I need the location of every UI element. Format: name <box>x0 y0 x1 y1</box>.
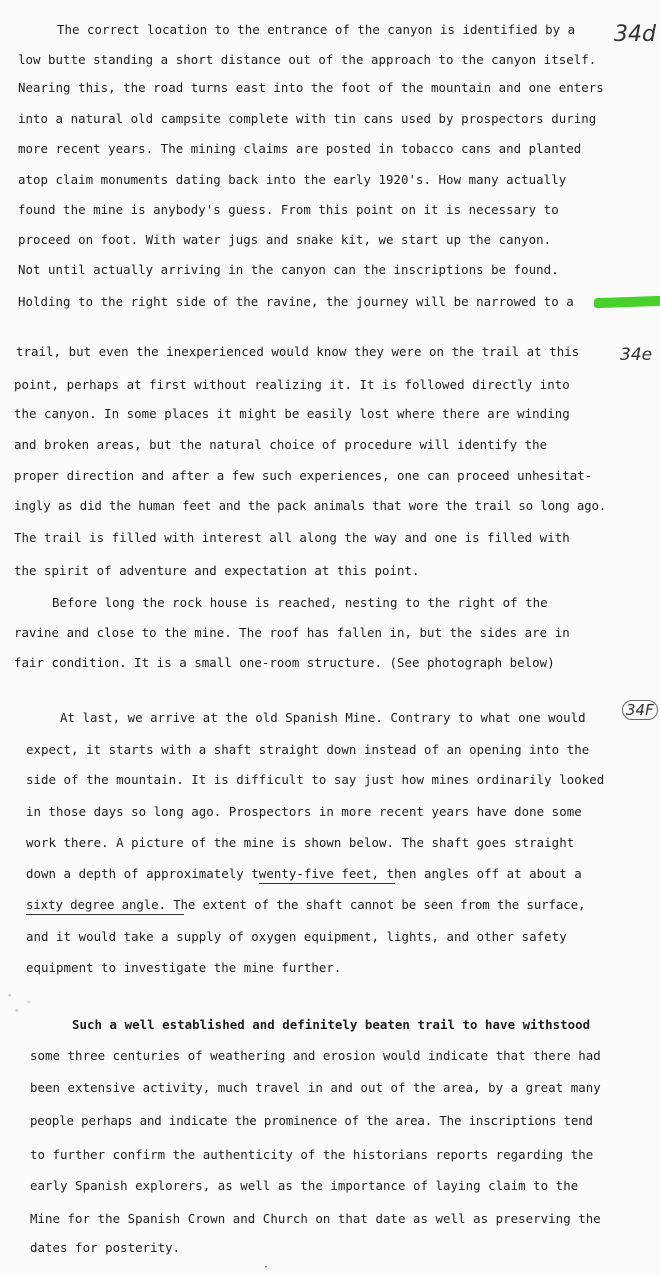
page-number-annotation: 34F <box>622 700 658 720</box>
text-line: more recent years. The mining claims are posted in tobacco cans and planted <box>18 141 582 156</box>
scan-speckle <box>0 985 48 1019</box>
text-line: fair condition. It is a small one-room structure. (See photograph below) <box>14 655 555 670</box>
text-line: Not until actually arriving in the canyon can the inscriptions be found. <box>18 262 559 277</box>
text-line: and it would take a supply of oxygen equipment, lights, and other safety <box>26 929 567 944</box>
text-line: Holding to the right side of the ravine, the journey will be narrowed to a <box>18 294 574 309</box>
text-line: to further confirm the authenticity of the historians reports regarding the <box>30 1147 594 1162</box>
text-line: expect, it starts with a shaft straight down instead of an opening into the <box>26 742 590 757</box>
text-line: the spirit of adventure and expectation at this point. <box>14 563 420 578</box>
text-line: in those days so long ago. Prospectors in more recent years have done some <box>26 804 582 819</box>
text-line: and broken areas, but the natural choice of procedure will identify the <box>14 437 548 452</box>
text-line: point, perhaps at first without realizing it. It is followed directly into <box>14 377 570 392</box>
page-number-annotation: 34e <box>620 345 653 365</box>
text-line: atop claim monuments dating back into the early 1920's. How many actually <box>18 172 567 187</box>
text-line: At last, we arrive at the old Spanish Mine. Contrary to what one would <box>60 710 586 725</box>
text-line: low butte standing a short distance out of the approach to the canyon itself. <box>18 52 597 67</box>
text-line: ingly as did the human feet and the pack animals that wore the trail so long ago. <box>14 498 607 513</box>
text-line: ravine and close to the mine. The roof has fallen in, but the sides are in <box>14 625 570 640</box>
text-line: down a depth of approximately twenty-five feet, then angles off at about a <box>26 866 582 881</box>
text-line: The trail is filled with interest all along the way and one is filled with <box>14 530 570 545</box>
highlighter-mark <box>594 296 660 308</box>
text-line: found the mine is anybody's guess. From this point on it is necessary to <box>18 202 559 217</box>
page-number-annotation: 34d <box>614 22 656 47</box>
text-line: The correct location to the entrance of the canyon is identified by a <box>57 22 576 37</box>
text-line: Before long the rock house is reached, nesting to the right of the <box>52 595 548 610</box>
text-line: early Spanish explorers, as well as the importance of laying claim to the <box>30 1178 579 1193</box>
text-line: been extensive activity, much travel in and out of the area, by a great many <box>30 1080 601 1095</box>
text-line: some three centuries of weathering and erosion would indicate that there had <box>30 1048 601 1063</box>
handwritten-underline <box>259 883 395 884</box>
text-line: Nearing this, the road turns east into the foot of the mountain and one enters <box>18 80 604 95</box>
text-line: dates for posterity. <box>30 1240 181 1255</box>
text-line: into a natural old campsite complete with tin cans used by prospectors during <box>18 111 597 126</box>
scan-mark: ⋅ <box>263 1262 270 1273</box>
text-line: proper direction and after a few such experiences, one can proceed unhesitat- <box>14 468 593 483</box>
text-line: trail, but even the inexperienced would know they were on the trail at this <box>16 344 580 359</box>
text-line: proceed on foot. With water jugs and snake kit, we start up the canyon. <box>18 232 552 247</box>
text-line: people perhaps and indicate the prominence of the area. The inscriptions tend <box>30 1113 593 1128</box>
text-line: Such a well established and definitely beaten trail to have withstood <box>72 1017 591 1032</box>
text-line: sixty degree angle. The extent of the shaft cannot be seen from the surface, <box>26 897 586 912</box>
text-line: the canyon. In some places it might be easily lost where there are winding <box>14 406 570 421</box>
text-line: equipment to investigate the mine further. <box>26 960 342 975</box>
text-line: work there. A picture of the mine is shown below. The shaft goes straight <box>26 835 575 850</box>
text-line: Mine for the Spanish Crown and Church on that date as well as preserving the <box>30 1211 601 1226</box>
handwritten-underline <box>26 914 184 915</box>
text-line: side of the mountain. It is difficult to say just how mines ordinarily looked <box>26 772 605 787</box>
